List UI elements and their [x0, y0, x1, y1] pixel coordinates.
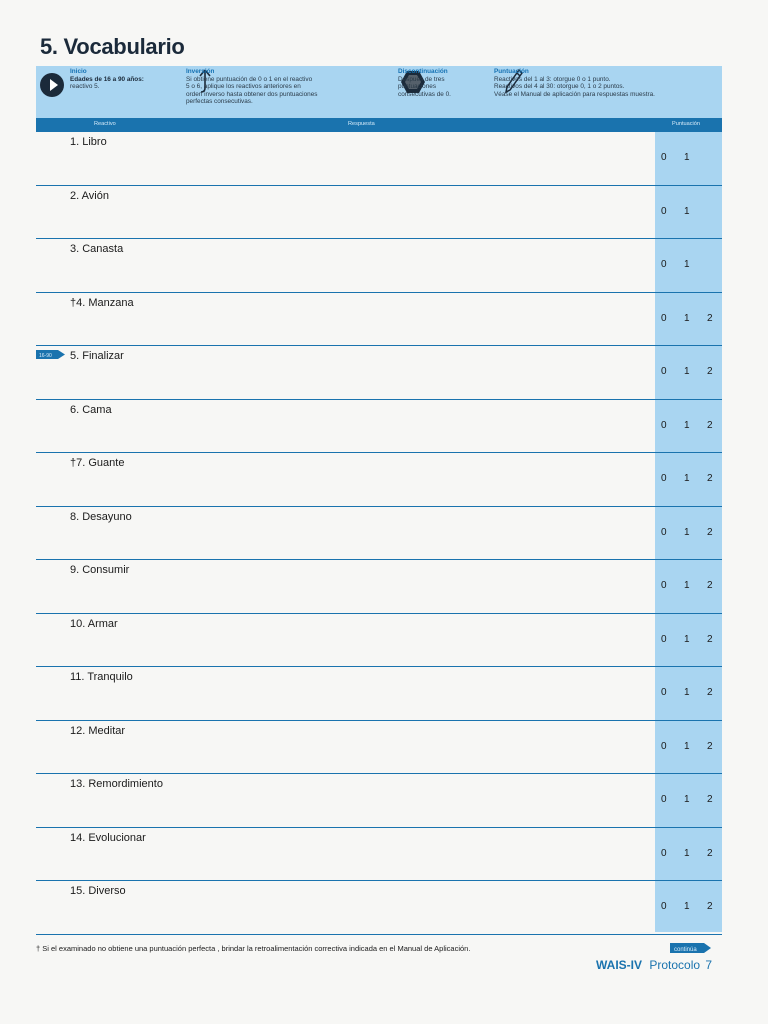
score-option[interactable]: 1: [684, 366, 690, 377]
start-tag-label: 16-90: [39, 353, 52, 359]
puntuacion-block: Puntuación Reactivos del 1 al 3: otorgue 0 o 1 punto. Reactivos del 4 al 30: otorgue 0, 1 o 2 puntos. Véase el Manual de aplicación para respuestas muestra.: [494, 68, 655, 98]
footer: [596, 958, 712, 972]
score-option[interactable]: 2: [707, 847, 713, 859]
score-option[interactable]: 0: [661, 687, 667, 698]
start-point-arrow-icon: [36, 349, 66, 360]
score-option[interactable]: 2: [707, 312, 713, 324]
item-label: 13. Remordimiento: [70, 778, 163, 790]
score-option[interactable]: 0: [661, 366, 667, 377]
score-option[interactable]: 1: [684, 526, 690, 538]
score-option[interactable]: 1: [684, 473, 690, 484]
score-option[interactable]: 0: [661, 419, 667, 431]
start-arrow-icon: [40, 73, 64, 97]
item-label: 8. Desayuno: [70, 510, 132, 523]
item-row: [36, 721, 722, 775]
section-title: 5. Vocabulario: [40, 34, 185, 59]
item-row: [36, 828, 722, 882]
discontinuacion-block: Discontinuación Después de tres puntuaciones consecutivas de 0.: [398, 68, 451, 98]
col-respuesta: Respuesta: [348, 121, 375, 127]
item-row: [36, 453, 722, 507]
score-option[interactable]: 0: [661, 740, 667, 752]
score-option[interactable]: 1: [684, 419, 690, 431]
score-option[interactable]: 0: [661, 526, 667, 538]
instructions-band: [36, 66, 722, 118]
col-reactivo: Reactivo: [94, 121, 116, 127]
item-label: 9. Consumir: [70, 564, 130, 576]
score-option[interactable]: 1: [684, 687, 690, 698]
score-option[interactable]: 1: [684, 633, 690, 645]
inversion-block: Inversión Si obtiene puntuación de 0 o 1 en el reactivo 5 o 6, aplique los reactivos anteriores en orden inverso hasta obtener dos puntuaciones perfectas consecutivas.: [186, 68, 318, 106]
score-option[interactable]: 1: [684, 901, 690, 912]
footer-test-name: WAIS-IV: [596, 958, 643, 972]
column-header-bar: [36, 118, 722, 132]
item-label: 15. Diverso: [70, 885, 126, 897]
item-label: 2. Avión: [70, 189, 109, 202]
score-option[interactable]: 0: [661, 633, 667, 645]
score-option[interactable]: 0: [661, 152, 667, 163]
score-option[interactable]: 2: [707, 419, 713, 431]
continue-label: continúa: [674, 947, 697, 953]
score-option[interactable]: 2: [707, 580, 713, 591]
inicio-block: Inicio Edades de 16 a 90 años: reactivo 5.: [70, 68, 144, 91]
footnote: † Si el examinado no obtiene una puntuación perfecta , brindar la retroalimentación correctiva indicada en el Manual de Aplicación.: [36, 944, 471, 953]
item-label: 1. Libro: [70, 136, 107, 148]
score-option[interactable]: 2: [707, 473, 713, 484]
score-option[interactable]: 1: [684, 847, 690, 859]
item-row: [36, 667, 722, 721]
score-option[interactable]: 1: [684, 205, 690, 217]
item-label: 11. Tranquilo: [70, 671, 133, 683]
score-option[interactable]: 1: [684, 580, 690, 591]
score-option[interactable]: 2: [707, 633, 713, 645]
item-label: 6. Cama: [70, 403, 112, 416]
score-option[interactable]: 2: [707, 794, 713, 805]
score-option[interactable]: 0: [661, 901, 667, 912]
row-divider: [36, 934, 722, 935]
score-option[interactable]: 1: [684, 312, 690, 324]
item-label: †7. Guante: [70, 457, 125, 469]
score-option[interactable]: 1: [684, 259, 690, 270]
score-option[interactable]: 1: [684, 794, 690, 805]
item-row: [36, 881, 722, 935]
item-label: 12. Meditar: [70, 724, 126, 737]
item-label: 3. Canasta: [70, 243, 124, 255]
item-label: 14. Evolucionar: [70, 831, 146, 844]
score-option[interactable]: 2: [707, 687, 713, 698]
score-option[interactable]: 0: [661, 312, 667, 324]
score-option[interactable]: 1: [684, 740, 690, 752]
item-row: [36, 293, 722, 347]
score-option[interactable]: 1: [684, 152, 690, 163]
col-puntuacion: Puntuación: [672, 121, 700, 127]
score-option[interactable]: 2: [707, 901, 713, 912]
item-row: [36, 239, 722, 293]
item-row: [36, 400, 722, 454]
continue-arrow-icon: [670, 941, 712, 955]
item-row: [36, 560, 722, 614]
score-option[interactable]: 2: [707, 526, 713, 538]
item-row: [36, 132, 722, 186]
score-option[interactable]: 0: [661, 847, 667, 859]
score-option[interactable]: 0: [661, 794, 667, 805]
item-row: [36, 186, 722, 240]
item-label: 10. Armar: [70, 617, 118, 630]
item-row: [36, 614, 722, 668]
footer-protocol: Protocolo: [649, 958, 701, 972]
score-option[interactable]: 0: [661, 473, 667, 484]
item-row: [36, 346, 722, 400]
score-option[interactable]: 0: [661, 205, 667, 217]
item-label: 5. Finalizar: [70, 350, 124, 362]
score-option[interactable]: 2: [707, 366, 713, 377]
score-option[interactable]: 2: [707, 740, 713, 752]
item-row: [36, 774, 722, 828]
item-label: †4. Manzana: [70, 296, 134, 309]
score-option[interactable]: 0: [661, 259, 667, 270]
footer-page-number: 7: [705, 958, 713, 972]
score-option[interactable]: 0: [661, 580, 667, 591]
item-row: [36, 507, 722, 561]
